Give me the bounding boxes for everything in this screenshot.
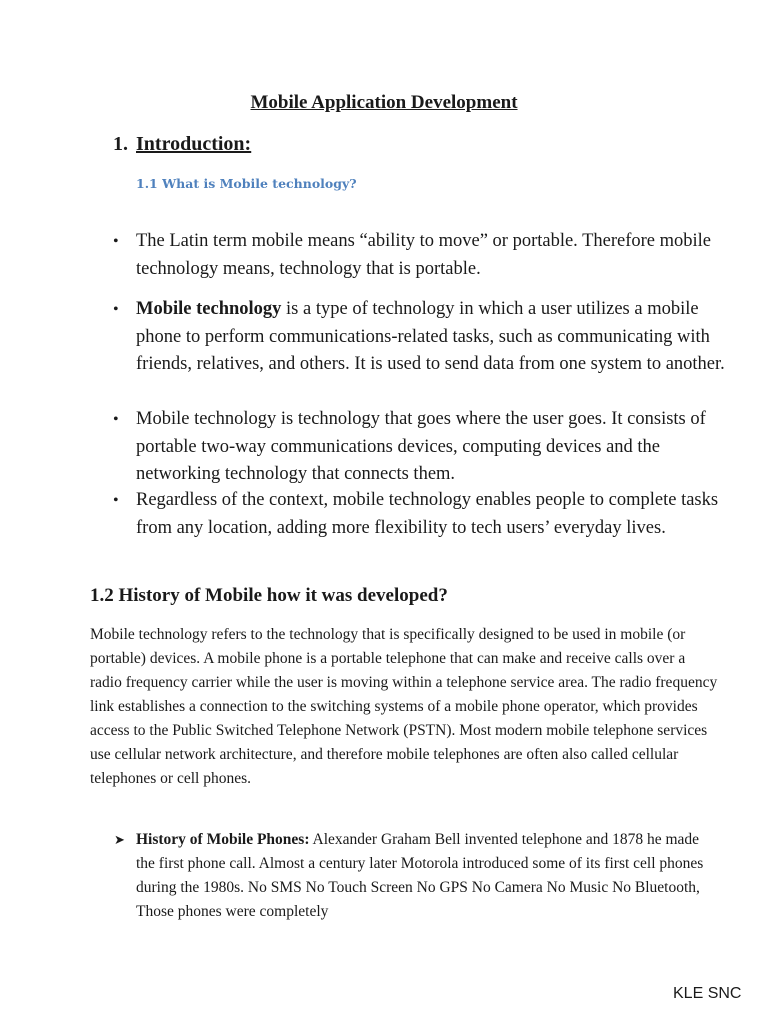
phones-history-item [114,828,716,924]
bullet-icon: • [113,233,119,250]
document-title: Mobile Application Development [250,92,518,113]
section-title: Introduction: [136,133,252,155]
bullet-icon: • [113,301,119,318]
bullet-text: The Latin term mobile means “ability to move” or portable. Therefore mobile technology means, technology that is portable. [136,231,712,279]
page-footer: KLE SNC [673,985,742,1002]
phones-history-text: Alexander Graham Bell invented telephone and 1878 he made the first phone call. Almost a century later Motorola introduced some of its first cell phones during the 1980s. No SMS No Touch Screen No GPS No Camera No Music No Bluetooth, Those phones were completely [136,831,704,920]
bullet-item [113,296,736,379]
history-heading: 1.2 History of Mobile how it was developed? [90,585,448,606]
bullet-icon: • [113,492,119,509]
bullet-text: is a type of technology in which a user utilizes a mobile phone to perform communications-related tasks, such as communicating with friends, relatives, and others. It is used to send data from one system to another. [136,299,725,374]
bullet-text: Mobile technology is technology that goes where the user goes. It consists of portable two-way communications devices, computing devices and the networking technology that connects them. [136,409,706,484]
section-heading [113,133,251,156]
bullet-item [113,406,736,489]
arrow-bullet-icon: ➤ [114,832,125,847]
section-number: 1. [113,133,128,155]
bullet-item [113,228,736,283]
subsection-heading: 1.1 What is Mobile technology? [136,176,357,191]
bullet-bold-term: Mobile technology [136,299,282,319]
bullet-text: Regardless of the context, mobile technology enables people to complete tasks from any location, adding more flexibility to tech users’ everyday lives. [136,490,719,538]
history-paragraph: Mobile technology refers to the technology that is specifically designed to be used in mobile (or portable) devices. A mobile phone is a portable telephone that can make and receive calls over a radio frequency carrier while the user is moving within a telephone service area. The radio frequency link establishes a connection to the switching systems of a mobile phone operator, which provides access to the Public Switched Telephone Network (PSTN). Most modern mobile telephone services use cellular network architecture, and therefore mobile telephones are often also called cellular telephones or cell phones. [90,626,718,787]
bullet-icon: • [113,411,119,428]
bullet-item [113,487,736,542]
phones-history-label: History of Mobile Phones: [136,831,310,848]
